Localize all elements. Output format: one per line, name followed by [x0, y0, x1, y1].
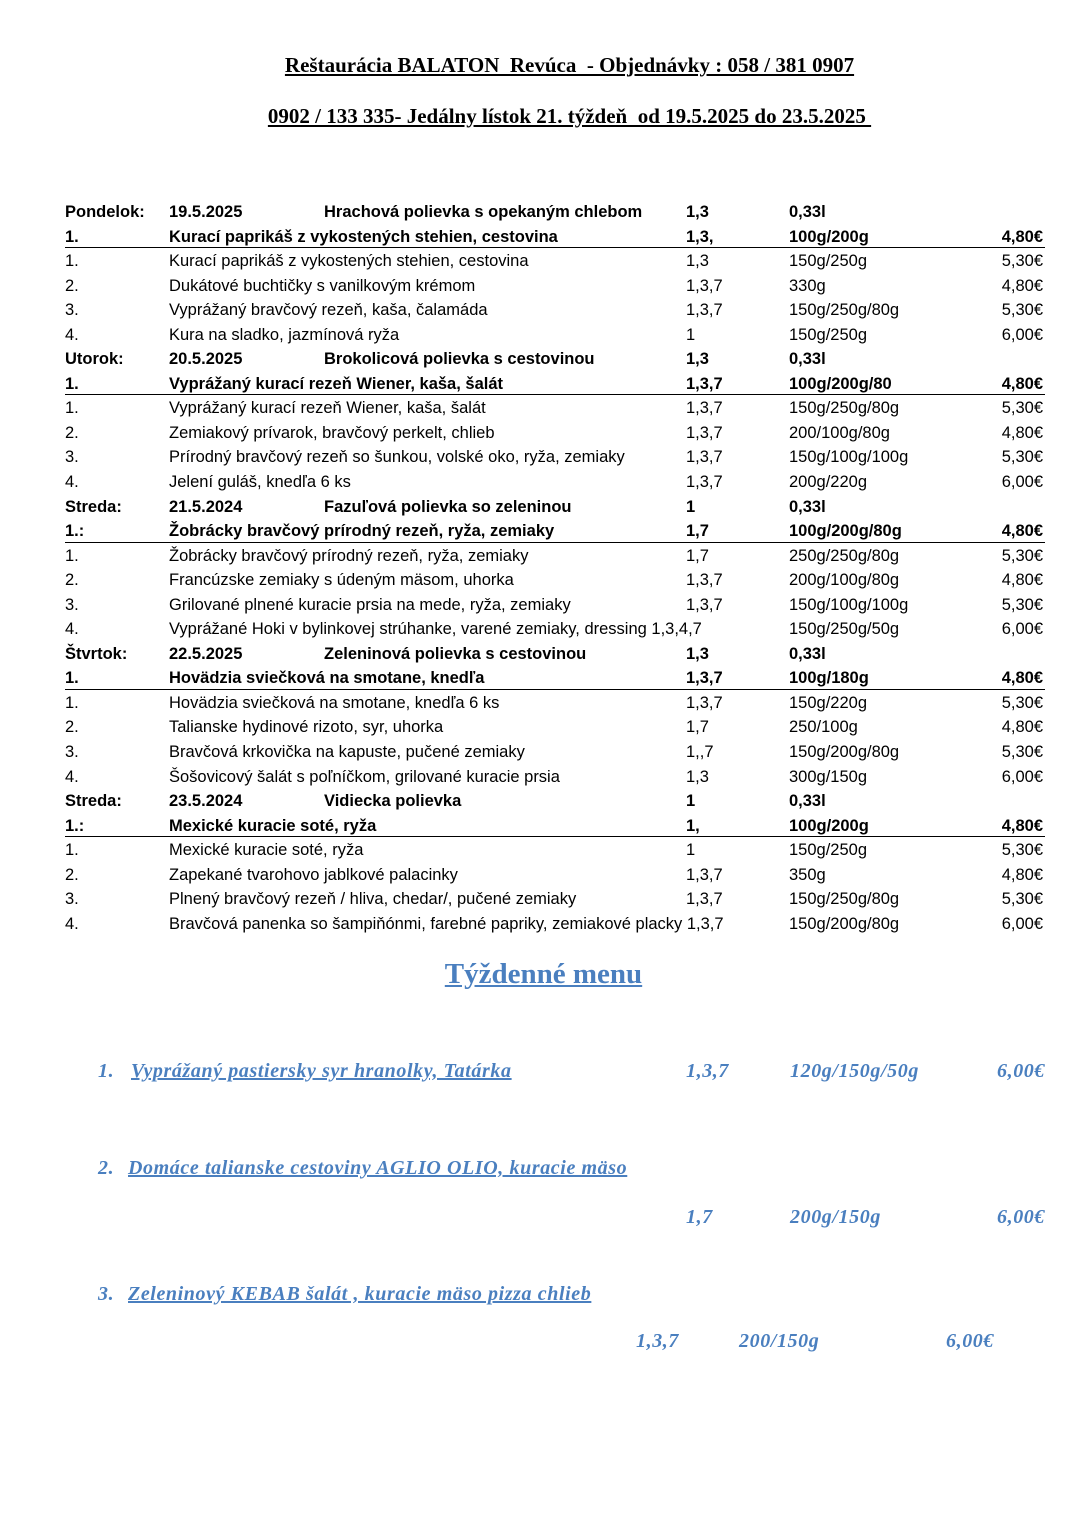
- row-dish: Francúzske zemiaky s údeným mäsom, uhorka: [169, 571, 514, 590]
- weekly-item-price: 6,00€: [946, 1330, 994, 1352]
- row-price: 4,80€: [1001, 816, 1043, 835]
- row-weight: 150g/250g: [789, 841, 867, 860]
- row-weight: 150g/250g: [789, 325, 867, 344]
- row-dish: Kurací paprikáš z vykostených stehien, cestovina: [169, 227, 558, 246]
- row-number: 3.: [65, 743, 79, 762]
- row-number: 1.:: [65, 522, 85, 541]
- row-dish: Žobrácky bravčový prírodný rezeň, ryža, zemiaky: [169, 522, 555, 541]
- row-weight: 150g/250g/80g: [789, 399, 900, 418]
- menu-item-row: [65, 324, 1045, 349]
- menu-item-row: [65, 716, 1045, 741]
- weekly-item-price: 6,00€: [997, 1206, 1045, 1228]
- row-allergens: 1,7: [686, 522, 709, 541]
- row-allergens: 1,3,7: [686, 448, 723, 467]
- row-dish: Hovädzia sviečková na smotane, knedľa 6 ks: [169, 693, 500, 712]
- row-weight: 100g/180g: [789, 669, 869, 688]
- day-name: Streda:: [65, 792, 122, 811]
- soup-name: Zeleninová polievka s cestovinou: [324, 644, 587, 663]
- row-price: 6,00€: [1001, 325, 1043, 344]
- row-allergens: 1,3,7: [686, 669, 723, 688]
- soup-volume: 0,33l: [789, 644, 826, 663]
- row-price: 5,30€: [1001, 841, 1043, 860]
- row-price: 4,80€: [1001, 669, 1043, 688]
- row-weight: 150g/250g/80g: [789, 890, 900, 909]
- row-number: 1.: [65, 227, 79, 246]
- weekly-item-number: 3.: [98, 1283, 115, 1305]
- header-title: Reštaurácia BALATON Revúca - Objednávky : 058 / 381 0907: [284, 53, 855, 77]
- day-header-row: [65, 201, 1045, 226]
- row-price: 6,00€: [1001, 620, 1043, 639]
- weekly-item-weight: 200/150g: [739, 1330, 820, 1352]
- menu-item-row: [65, 888, 1045, 913]
- row-price: 4,80€: [1001, 865, 1043, 884]
- row-number: 1.: [65, 693, 79, 712]
- menu-item-row: [65, 913, 1045, 938]
- weekly-menu-title: Týždenné menu: [444, 958, 643, 990]
- row-allergens: 1,3,7: [686, 473, 723, 492]
- row-price: 4,80€: [1001, 276, 1043, 295]
- menu-item-row: [65, 275, 1045, 300]
- weekly-item-allergens: 1,3,7: [636, 1330, 679, 1352]
- row-weight: 150g/200g/80g: [789, 914, 900, 933]
- day-name: Utorok:: [65, 350, 124, 369]
- weekly-item-number: 2.: [98, 1157, 115, 1179]
- row-dish: Jelení guláš, knedľa 6 ks: [169, 473, 351, 492]
- day-header-row: [65, 496, 1045, 521]
- row-weight: 250g/250g/80g: [789, 546, 900, 565]
- row-price: 5,30€: [1001, 743, 1043, 762]
- row-allergens: 1,3,7: [686, 399, 723, 418]
- row-dish: Mexické kuracie soté, ryža: [169, 841, 364, 860]
- day-header-row: [65, 790, 1045, 815]
- row-dish: Vyprážané Hoki v bylinkovej strúhanke, varené zemiaky, dressing 1,3,4,7: [169, 620, 702, 639]
- row-weight: 150g/220g: [789, 693, 867, 712]
- weekly-item-weight: 120g/150g/50g: [790, 1060, 919, 1082]
- soup-allergens: 1: [686, 792, 696, 811]
- row-dish: Dukátové buchtičky s vanilkovým krémom: [169, 276, 476, 295]
- row-weight: 150g/250g/50g: [789, 620, 900, 639]
- day-header-row: [65, 643, 1045, 668]
- row-dish: Bravčová krkovička na kapuste, pučené zemiaky: [169, 743, 525, 762]
- daily-special-row: [65, 815, 1045, 840]
- row-allergens: 1,,7: [686, 743, 714, 762]
- day-name: Streda:: [65, 497, 122, 516]
- row-weight: 200/100g/80g: [789, 423, 890, 442]
- weekly-item-allergens: 1,7: [686, 1206, 713, 1228]
- header-subtitle: 0902 / 133 335- Jedálny lístok 21. týždeň od 19.5.2025 do 23.5.2025: [267, 104, 872, 128]
- menu-item-row: [65, 397, 1045, 422]
- row-weight: 100g/200g: [789, 816, 869, 835]
- row-price: 5,30€: [1001, 890, 1043, 909]
- row-dish: Kura na sladko, jazmínová ryža: [169, 325, 400, 344]
- row-number: 4.: [65, 767, 79, 786]
- soup-volume: 0,33l: [789, 203, 826, 221]
- row-allergens: 1,3,7: [686, 890, 723, 909]
- row-weight: 200g/220g: [789, 473, 867, 492]
- soup-name: Hrachová polievka s opekaným chlebom: [324, 203, 643, 221]
- soup-allergens: 1: [686, 497, 696, 516]
- soup-volume: 0,33l: [789, 792, 826, 811]
- row-allergens: 1,3,7: [686, 276, 723, 295]
- row-weight: 250/100g: [789, 718, 858, 737]
- row-dish: Vyprážaný kurací rezeň Wiener, kaša, šalát: [169, 374, 504, 393]
- day-date: 19.5.2025: [169, 203, 243, 221]
- row-dish: Vyprážaný kurací rezeň Wiener, kaša, šalát: [169, 399, 486, 418]
- soup-volume: 0,33l: [789, 350, 826, 369]
- row-allergens: 1,3,7: [686, 374, 723, 393]
- menu-item-row: [65, 864, 1045, 889]
- soup-allergens: 1,3: [686, 644, 709, 663]
- row-price: 5,30€: [1001, 301, 1043, 320]
- weekly-item-price: 6,00€: [997, 1060, 1045, 1082]
- menu-item-row: [65, 250, 1045, 275]
- row-number: 1.: [65, 374, 79, 393]
- daily-special-row: [65, 667, 1045, 692]
- row-number: 2.: [65, 423, 79, 442]
- row-weight: 100g/200g: [789, 227, 869, 246]
- row-weight: 150g/100g/100g: [789, 595, 909, 614]
- menu-item-row: [65, 299, 1045, 324]
- row-allergens: 1,3,7: [686, 693, 723, 712]
- row-number: 2.: [65, 865, 79, 884]
- row-dish: Vyprážaný bravčový rezeň, kaša, čalamáda: [169, 301, 488, 320]
- row-number: 1.: [65, 669, 79, 688]
- row-dish: Plnený bravčový rezeň / hliva, chedar/, pučené zemiaky: [169, 890, 577, 909]
- row-weight: 150g/250g: [789, 252, 867, 271]
- menu-item-row: [65, 839, 1045, 864]
- row-allergens: 1,7: [686, 718, 709, 737]
- daily-special-row: [65, 226, 1045, 251]
- row-dish: Hovädzia sviečková na smotane, knedľa: [169, 669, 485, 688]
- daily-special-row: [65, 520, 1045, 545]
- row-number: 4.: [65, 914, 79, 933]
- row-price: 5,30€: [1001, 399, 1043, 418]
- day-date: 22.5.2025: [169, 644, 243, 663]
- row-allergens: 1,3,7: [686, 571, 723, 590]
- weekly-item-name: Domáce talianske cestoviny AGLIO OLIO, kuracie mäso: [128, 1157, 628, 1179]
- soup-volume: 0,33l: [789, 497, 826, 516]
- weekly-item-allergens: 1,3,7: [686, 1060, 729, 1082]
- row-price: 4,80€: [1001, 374, 1043, 393]
- day-date: 20.5.2025: [169, 350, 243, 369]
- row-allergens: 1,3,7: [686, 865, 723, 884]
- soup-name: Brokolicová polievka s cestovinou: [324, 350, 595, 369]
- day-header-row: [65, 348, 1045, 373]
- row-number: 1.: [65, 546, 79, 565]
- row-allergens: 1,3: [686, 252, 709, 271]
- row-dish: Šošovicový šalát s poľníčkom, grilované kuracie prsia: [169, 767, 560, 786]
- row-price: 6,00€: [1001, 914, 1043, 933]
- row-price: 4,80€: [1001, 522, 1043, 541]
- row-price: 5,30€: [1001, 693, 1043, 712]
- menu-item-row: [65, 594, 1045, 619]
- row-dish: Talianske hydinové rizoto, syr, uhorka: [169, 718, 444, 737]
- row-number: 1.: [65, 841, 79, 860]
- row-dish: Bravčová panenka so šampiňónmi, farebné papriky, zemiakové placky 1,3,7: [169, 914, 724, 933]
- row-number: 4.: [65, 473, 79, 492]
- menu-item-row: [65, 569, 1045, 594]
- row-dish: Žobrácky bravčový prírodný rezeň, ryža, zemiaky: [169, 546, 529, 565]
- row-price: 4,80€: [1001, 227, 1043, 246]
- row-weight: 300g/150g: [789, 767, 867, 786]
- row-dish: Zemiakový prívarok, bravčový perkelt, chlieb: [169, 423, 495, 442]
- day-name: Pondelok:: [65, 203, 145, 221]
- row-price: 5,30€: [1001, 252, 1043, 271]
- row-price: 6,00€: [1001, 767, 1043, 786]
- menu-item-row: [65, 471, 1045, 496]
- row-number: 1.: [65, 252, 79, 271]
- row-number: 3.: [65, 595, 79, 614]
- menu-item-row: [65, 545, 1045, 570]
- row-price: 5,30€: [1001, 448, 1043, 467]
- soup-name: Fazuľová polievka so zeleninou: [324, 497, 572, 516]
- row-allergens: 1,7: [686, 546, 709, 565]
- row-number: 4.: [65, 620, 79, 639]
- row-number: 3.: [65, 301, 79, 320]
- row-number: 4.: [65, 325, 79, 344]
- menu-item-row: [65, 446, 1045, 471]
- row-price: 5,30€: [1001, 595, 1043, 614]
- row-weight: 100g/200g/80g: [789, 522, 902, 541]
- row-number: 3.: [65, 890, 79, 909]
- row-allergens: 1,3,7: [686, 595, 723, 614]
- row-weight: 100g/200g/80: [789, 374, 892, 393]
- row-weight: 200g/100g/80g: [789, 571, 900, 590]
- row-allergens: 1,3,: [686, 227, 714, 246]
- row-allergens: 1: [686, 325, 696, 344]
- row-dish: Mexické kuracie soté, ryža: [169, 816, 377, 835]
- row-price: 6,00€: [1001, 473, 1043, 492]
- weekly-item-number: 1.: [98, 1060, 115, 1082]
- row-number: 1.: [65, 399, 79, 418]
- row-allergens: 1,3,7: [686, 301, 723, 320]
- row-number: 2.: [65, 276, 79, 295]
- row-number: 2.: [65, 571, 79, 590]
- menu-item-row: [65, 618, 1045, 643]
- row-number: 1.:: [65, 816, 85, 835]
- row-allergens: 1,3: [686, 767, 709, 786]
- weekly-item-name: Vyprážaný pastiersky syr hranolky, Tatárka: [131, 1060, 512, 1082]
- menu-item-row: [65, 692, 1045, 717]
- menu-item-row: [65, 741, 1045, 766]
- row-price: 4,80€: [1001, 718, 1043, 737]
- weekly-item-weight: 200g/150g: [790, 1206, 881, 1228]
- menu-item-row: [65, 766, 1045, 791]
- day-date: 21.5.2024: [169, 497, 243, 516]
- row-dish: Grilované plnené kuracie prsia na mede, ryža, zemiaky: [169, 595, 571, 614]
- day-name: Štvrtok:: [65, 644, 128, 663]
- day-date: 23.5.2024: [169, 792, 243, 811]
- row-weight: 150g/100g/100g: [789, 448, 909, 467]
- daily-menu-table: [65, 201, 1045, 937]
- row-number: 2.: [65, 718, 79, 737]
- menu-item-row: [65, 422, 1045, 447]
- row-dish: Zapekané tvarohovo jablkové palacinky: [169, 865, 458, 884]
- row-price: 4,80€: [1001, 423, 1043, 442]
- soup-allergens: 1,3: [686, 203, 709, 221]
- weekly-item-name: Zeleninový KEBAB šalát , kuracie mäso pizza chlieb: [128, 1283, 592, 1305]
- row-allergens: 1: [686, 841, 696, 860]
- soup-name: Vidiecka polievka: [324, 792, 462, 811]
- daily-special-row: [65, 373, 1045, 398]
- row-dish: Prírodný bravčový rezeň so šunkou, volské oko, ryža, zemiaky: [169, 448, 625, 467]
- row-weight: 150g/200g/80g: [789, 743, 900, 762]
- row-price: 5,30€: [1001, 546, 1043, 565]
- row-dish: Kurací paprikáš z vykostených stehien, cestovina: [169, 252, 529, 271]
- row-allergens: 1,3,7: [686, 423, 723, 442]
- row-allergens: 1,: [686, 816, 700, 835]
- row-weight: 330g: [789, 276, 826, 295]
- soup-allergens: 1,3: [686, 350, 709, 369]
- row-weight: 350g: [789, 865, 826, 884]
- row-weight: 150g/250g/80g: [789, 301, 900, 320]
- row-number: 3.: [65, 448, 79, 467]
- row-price: 4,80€: [1001, 571, 1043, 590]
